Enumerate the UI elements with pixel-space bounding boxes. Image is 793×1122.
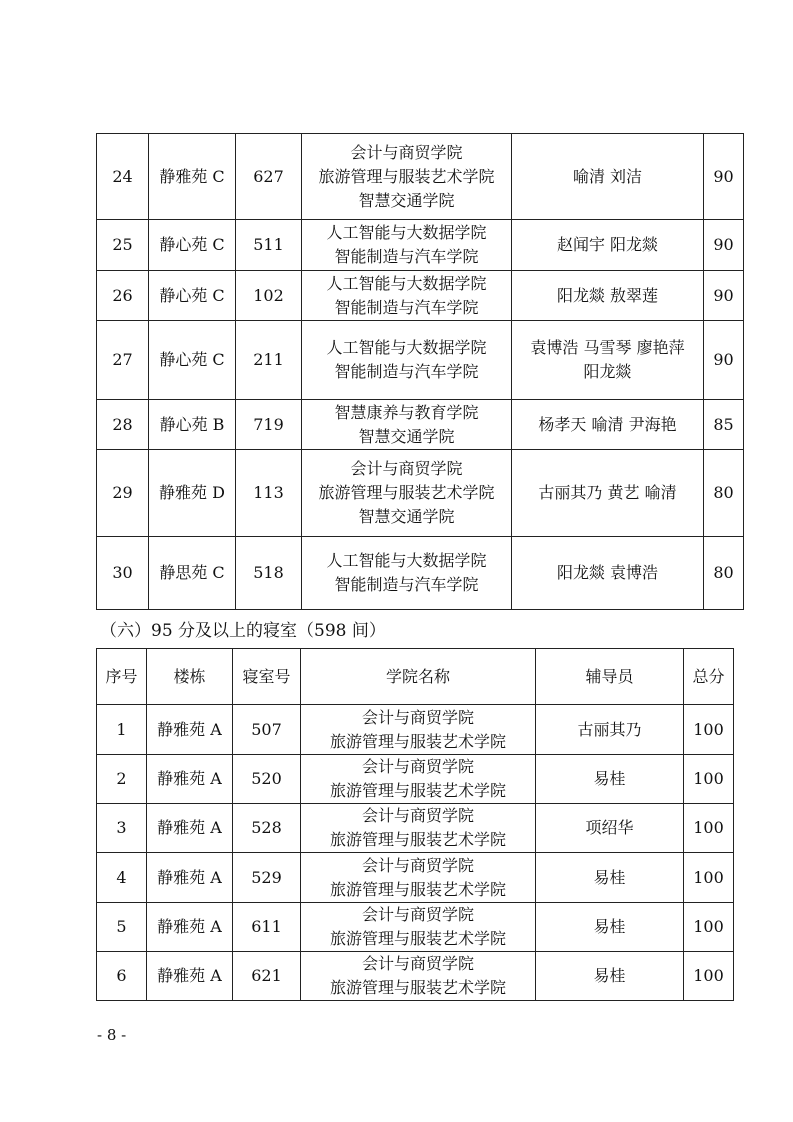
building-cell: 静心苑 B (149, 400, 236, 450)
total-score-cell: 100 (684, 952, 734, 1001)
counselor-cell (536, 755, 684, 804)
counselor-names: 易桂 (593, 867, 626, 887)
counselor-names: 阳龙燚 袁博浩 (556, 563, 659, 582)
college-cell (301, 903, 536, 952)
table-row (97, 271, 744, 321)
counselor-names: 易桂 (593, 917, 626, 936)
college-name: 会计与商贸学院 (350, 459, 463, 478)
counselor-names: 项绍华 (585, 818, 634, 837)
table-row (97, 755, 734, 804)
table-row (97, 400, 744, 450)
dormitory-score-table-continued (96, 133, 744, 610)
college-name: 人工智能与大数据学院 (326, 223, 487, 242)
room-number-cell: 627 (236, 134, 302, 220)
header-total-score: 总分 (684, 649, 734, 705)
college-cell (302, 537, 512, 610)
college-name: 智能制造与汽车学院 (334, 575, 479, 594)
total-score-cell: 90 (704, 220, 744, 271)
counselor-names: 喻清 刘洁 (572, 166, 643, 186)
college-cell (301, 804, 536, 853)
college-name: 会计与商贸学院 (361, 855, 474, 875)
total-score-cell: 100 (684, 705, 734, 755)
college-cell (302, 400, 512, 450)
table-body (97, 134, 744, 610)
table-row (97, 903, 734, 952)
room-number-cell: 507 (233, 705, 301, 755)
counselor-names: 袁博浩 马雪琴 廖艳萍 (530, 338, 685, 357)
college-name: 智能制造与汽车学院 (334, 247, 479, 266)
college-name: 智慧康养与教育学院 (334, 402, 479, 422)
table-row (97, 705, 734, 755)
college-cell (302, 134, 512, 220)
building-cell: 静雅苑 A (147, 903, 233, 952)
table-row (97, 450, 744, 537)
college-name: 人工智能与大数据学院 (326, 338, 487, 357)
college-cell (301, 853, 536, 903)
total-score-cell: 85 (704, 400, 744, 450)
counselor-names: 易桂 (593, 966, 626, 985)
college-name: 旅游管理与服装艺术学院 (329, 978, 506, 997)
counselor-cell (536, 804, 684, 853)
counselor-names: 阳龙燚 (583, 362, 632, 381)
total-score-cell: 100 (684, 755, 734, 804)
table-header-row (97, 649, 734, 705)
header-serial-number: 序号 (97, 649, 147, 705)
table-row (97, 853, 734, 903)
header-building: 楼栋 (147, 649, 233, 705)
counselor-names: 赵闻宇 阳龙燚 (556, 235, 659, 254)
room-number-cell: 511 (236, 220, 302, 271)
building-cell: 静思苑 C (149, 537, 236, 610)
counselor-names: 古丽其乃 (577, 719, 642, 739)
college-name: 智能制造与汽车学院 (334, 297, 479, 317)
college-name: 会计与商贸学院 (361, 806, 474, 825)
building-cell: 静心苑 C (149, 271, 236, 321)
room-number-cell: 102 (236, 271, 302, 321)
table-row (97, 804, 734, 853)
college-name: 旅游管理与服装艺术学院 (329, 830, 506, 849)
header-counselor: 辅导员 (536, 649, 684, 705)
college-name: 会计与商贸学院 (361, 954, 474, 973)
college-cell (302, 450, 512, 537)
counselor-names: 杨孝天 喻清 尹海艳 (538, 414, 677, 434)
header-room-number: 寝室号 (233, 649, 301, 705)
total-score-cell: 100 (684, 853, 734, 903)
building-cell: 静雅苑 A (147, 755, 233, 804)
college-name: 旅游管理与服装艺术学院 (318, 166, 495, 186)
room-number-cell: 520 (233, 755, 301, 804)
college-cell (302, 220, 512, 271)
serial-number-cell: 27 (97, 321, 149, 400)
building-cell: 静雅苑 A (147, 952, 233, 1001)
counselor-cell (512, 321, 704, 400)
building-cell: 静雅苑 A (147, 705, 233, 755)
total-score-cell: 90 (704, 134, 744, 220)
college-name: 人工智能与大数据学院 (326, 551, 487, 570)
college-name: 旅游管理与服装艺术学院 (318, 483, 495, 502)
serial-number-cell: 25 (97, 220, 149, 271)
counselor-cell (512, 450, 704, 537)
college-name: 旅游管理与服装艺术学院 (329, 781, 506, 800)
college-name: 会计与商贸学院 (361, 757, 474, 776)
counselor-cell (512, 220, 704, 271)
page-number: - 8 - (97, 1026, 127, 1044)
building-cell: 静心苑 C (149, 220, 236, 271)
serial-number-cell: 24 (97, 134, 149, 220)
college-cell (302, 271, 512, 321)
section-heading: （六）95 分及以上的寝室（598 间） (100, 621, 386, 641)
counselor-cell (512, 400, 704, 450)
college-name: 智能制造与汽车学院 (334, 362, 479, 381)
college-name: 会计与商贸学院 (361, 905, 474, 924)
counselor-cell (512, 537, 704, 610)
college-name: 智慧交通学院 (358, 426, 455, 446)
room-number-cell: 518 (236, 537, 302, 610)
serial-number-cell: 2 (97, 755, 147, 804)
college-name: 会计与商贸学院 (350, 142, 463, 162)
total-score-cell: 90 (704, 321, 744, 400)
serial-number-cell: 3 (97, 804, 147, 853)
college-name: 旅游管理与服装艺术学院 (329, 929, 506, 948)
college-name: 旅游管理与服装艺术学院 (329, 879, 506, 899)
total-score-cell: 100 (684, 804, 734, 853)
counselor-names: 阳龙燚 敖翠莲 (556, 285, 659, 305)
building-cell: 静心苑 C (149, 321, 236, 400)
room-number-cell: 528 (233, 804, 301, 853)
room-number-cell: 211 (236, 321, 302, 400)
table-row (97, 134, 744, 220)
total-score-cell: 90 (704, 271, 744, 321)
serial-number-cell: 4 (97, 853, 147, 903)
college-name: 智慧交通学院 (358, 507, 455, 526)
serial-number-cell: 5 (97, 903, 147, 952)
room-number-cell: 719 (236, 400, 302, 450)
counselor-cell (536, 705, 684, 755)
counselor-cell (536, 952, 684, 1001)
counselor-cell (536, 903, 684, 952)
table-row (97, 952, 734, 1001)
header-college-name: 学院名称 (301, 649, 536, 705)
dormitory-score-table-95-plus (96, 648, 734, 1001)
counselor-cell (512, 134, 704, 220)
table-body (97, 705, 734, 1001)
college-name: 智慧交通学院 (358, 190, 455, 210)
room-number-cell: 621 (233, 952, 301, 1001)
counselor-cell (512, 271, 704, 321)
counselor-names: 易桂 (593, 769, 626, 788)
serial-number-cell: 1 (97, 705, 147, 755)
serial-number-cell: 26 (97, 271, 149, 321)
serial-number-cell: 6 (97, 952, 147, 1001)
building-cell: 静雅苑 D (149, 450, 236, 537)
building-cell: 静雅苑 A (147, 804, 233, 853)
room-number-cell: 529 (233, 853, 301, 903)
table-row (97, 537, 744, 610)
counselor-cell (536, 853, 684, 903)
college-name: 人工智能与大数据学院 (326, 273, 487, 293)
serial-number-cell: 28 (97, 400, 149, 450)
college-name: 会计与商贸学院 (361, 707, 474, 727)
building-cell: 静雅苑 A (147, 853, 233, 903)
college-name: 旅游管理与服装艺术学院 (329, 731, 506, 751)
serial-number-cell: 29 (97, 450, 149, 537)
building-cell: 静雅苑 C (149, 134, 236, 220)
total-score-cell: 80 (704, 537, 744, 610)
college-cell (301, 755, 536, 804)
table-row (97, 220, 744, 271)
room-number-cell: 611 (233, 903, 301, 952)
table-row (97, 321, 744, 400)
room-number-cell: 113 (236, 450, 302, 537)
total-score-cell: 80 (704, 450, 744, 537)
college-cell (302, 321, 512, 400)
counselor-names: 古丽其乃 黄艺 喻清 (538, 483, 677, 502)
college-cell (301, 952, 536, 1001)
serial-number-cell: 30 (97, 537, 149, 610)
total-score-cell: 100 (684, 903, 734, 952)
college-cell (301, 705, 536, 755)
